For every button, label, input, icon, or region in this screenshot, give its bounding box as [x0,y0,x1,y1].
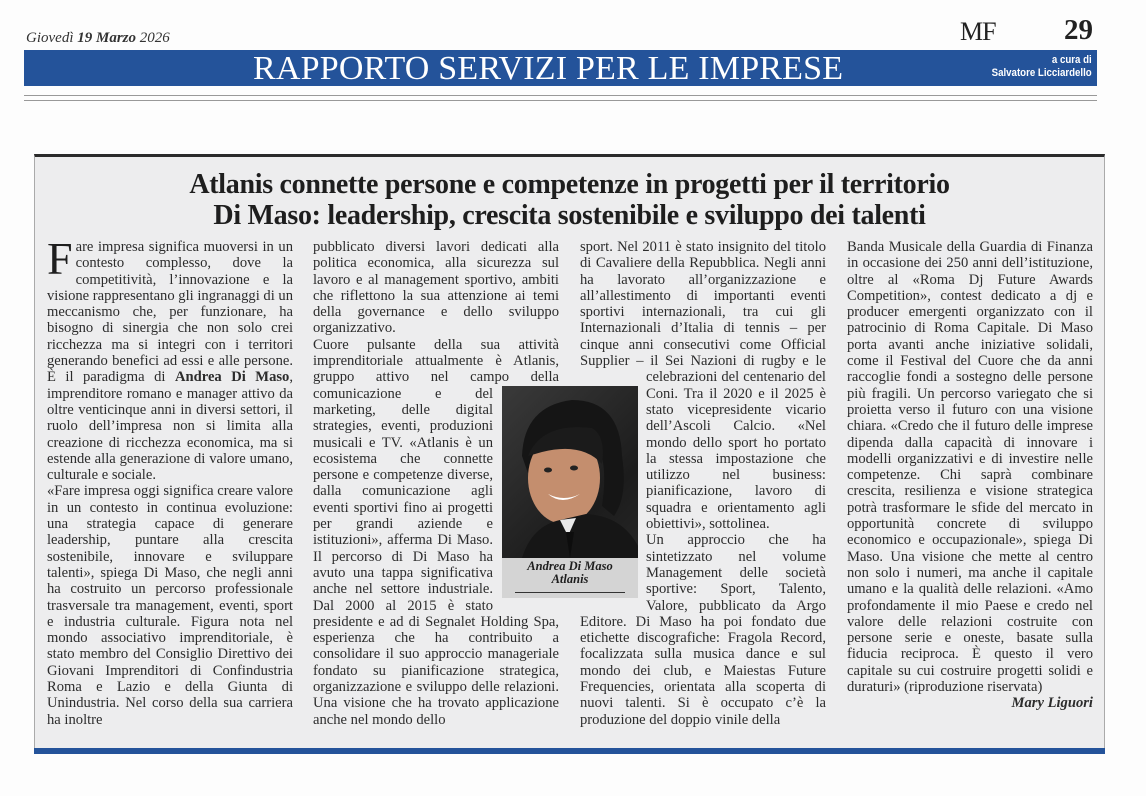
caption-name: Andrea Di Maso [527,559,613,573]
paragraph: sport. Nel 2011 è stato insignito del titolo di Cavaliere della Repubblica. Negli anni ha lavorato all’organizzazione e all’allestimento di importanti eventi sportivi internazionali, tra cui gli Internazionali d’Italia di tennis – per cinque anni consecutivi come Official Supplier – il Sei Nazioni di rugby e le celebrazioni del centenario del Coni. Tra il 2020 e il 2025 è stato vicepresidente vicario dell’Ascoli Calcio. «Nel mondo dello sport ho portato la stessa impostazione che utilizzo nel business: pianificazione, lavoro di squadra e orientamento agli obiettivi», sottolinea. [580,239,826,533]
date-year: 2026 [139,30,170,46]
curator-credit [992,54,1092,80]
paragraph: Banda Musicale della Guardia di Finanza in occasione dei 250 anni dell’istituzione, oltre al «Roma Dj Future Awards Competition», contest dedicato a dj e producer emergenti organizzato con il patrocinio di Roma Capitale. Di Maso porta avanti anche iniziative solidali, come il Festival del Cuore che da anni raccoglie fondi a sostegno delle persone più fragili. Un percorso variegato che si proietta verso il futuro con una visione chiara. «Credo che il futuro delle imprese dipenda dalla capacità di innovare i modelli organizzativi e di investire nelle competenze. Chi saprà combinare crescita, resilienza e visione strategica potrà trasformare le sfide del mercato in opportunità concrete di sviluppo economico e occupazionale», spiega Di Maso. Una visione che mette al centro non solo i numeri, ma anche il capitale umano e la qualità delle relazioni. «Amo profondamente il mio Paese e credo nel valore delle relazioni costruite con persone serie e oneste, basate sulla fiducia reciproca. È questo il vero capitale su cui costruire progetti solidi e duraturi» (riproduzione riservata) [847,239,1093,696]
paragraph: Cuore pulsante della sua attività imprenditoriale attualmente è Atlanis, gruppo attivo nel campo della comunicazione e del marketing, delle digital strategies, eventi, produzioni musicali e TV. «Atlanis è un ecosistema che connette persone e competenze diverse, dalla comunicazione agli eventi sportivi fino ai progetti per grandi aziende e istituzioni», afferma Di Maso. Il percorso di Di Maso ha avuto una tappa significativa anche nel settore industriale. Dal 2000 al 2015 è stato presidente e ad di Segnalet Holding Spa, esperienza che ha contribuito a consolidare il suo approccio manageriale fondato su pianificazione strategica, organizzazione e sviluppo delle relazioni. Una visione che ha trovato applicazione anche nel mondo dello [313,336,559,728]
article-box [34,154,1105,750]
curator-name: Salvatore Licciardello [991,67,1092,79]
author-byline: Mary Liguori [1011,695,1093,712]
article-column-4 [847,239,1093,712]
portrait-photo [502,386,638,558]
section-title: RAPPORTO SERVIZI PER LE IMPRESE [253,50,844,87]
publication-logo: MF [960,17,996,46]
headline-primary: Atlanis connette persone e competenze in progetti per il territorio [189,169,950,200]
section-banner [24,50,1097,86]
caption-divider [515,592,625,593]
header-rule-bottom [24,100,1097,101]
curated-label: a cura di [1052,54,1092,66]
paragraph: pubblicato diversi lavori dedicati alla politica economica, alla sicurezza sul lavoro e al management sportivo, ambiti che riflettono la sua attenzione ai temi della governance e dello sviluppo organizzativo. [313,239,559,337]
photo-figure [502,386,638,598]
caption-company: Atlanis [551,572,589,586]
date-weekday: Giovedì [26,30,74,46]
article-bottom-bar [34,748,1105,754]
paragraph: Un approccio che ha sintetizzato nel volume Management delle società sportive: Sport, Talento, Valore, pubblicato da Argo Editore. Di Maso ha poi fondato due etichette discografiche: Fragola Record, focalizzata sulla musica dance e sul mondo dei club, e Maiestas Future Frequencies, orientata alla scoperta di nuovi talenti. Si è occupato c’è la produzione del doppio vinile della [580,532,826,728]
paragraph: «Fare impresa oggi significa creare valore in un contesto in continua evoluzione: una strategia capace di generare leadership, puntare alla crescita sostenibile, innovare e sviluppare talenti», spiega Di Maso, che negli anni ha costruito un percorso professionale trasversale tra management, eventi, sport e industria culturale. Figura nota nel mondo associativo imprenditoriale, è stato membro del Consiglio Direttivo dei Giovani Imprenditori di Confindustria Roma e Lazio e della Giunta di Unindustria. Nel corso della sua carriera ha inoltre [47,483,293,728]
header-rule-top [24,95,1097,96]
article-column-1 [47,233,294,728]
drop-cap: F [47,233,73,284]
photo-caption [502,560,638,586]
portrait-illustration [502,386,638,558]
issue-date [26,30,170,47]
date-daymonth: 19 Marzo [77,30,136,46]
headline-secondary: Di Maso: leadership, crescita sostenibile e sviluppo dei talenti [213,200,926,231]
subject-name: Andrea Di Maso [174,369,290,386]
paragraph: Fare impresa significa muoversi in un contesto complesso, dove la competitività, l’innovazione e la visione rappresentano gli ingranaggi di un meccanismo che, per funzionare, ha bisogno di sinergia che non solo crei ricchezza ma si integri con i territori generando benefici ad essi e alle persone. È il paradigma di Andrea Di Maso, imprenditore romano e manager attivo da oltre venticinque anni in diversi settori, il ruolo dell’impresa non si limita alla creazione di ricchezza economica, ma si estende alla generazione di valore umano, culturale e sociale. [47,233,294,484]
page-number: 29 [1064,14,1093,46]
